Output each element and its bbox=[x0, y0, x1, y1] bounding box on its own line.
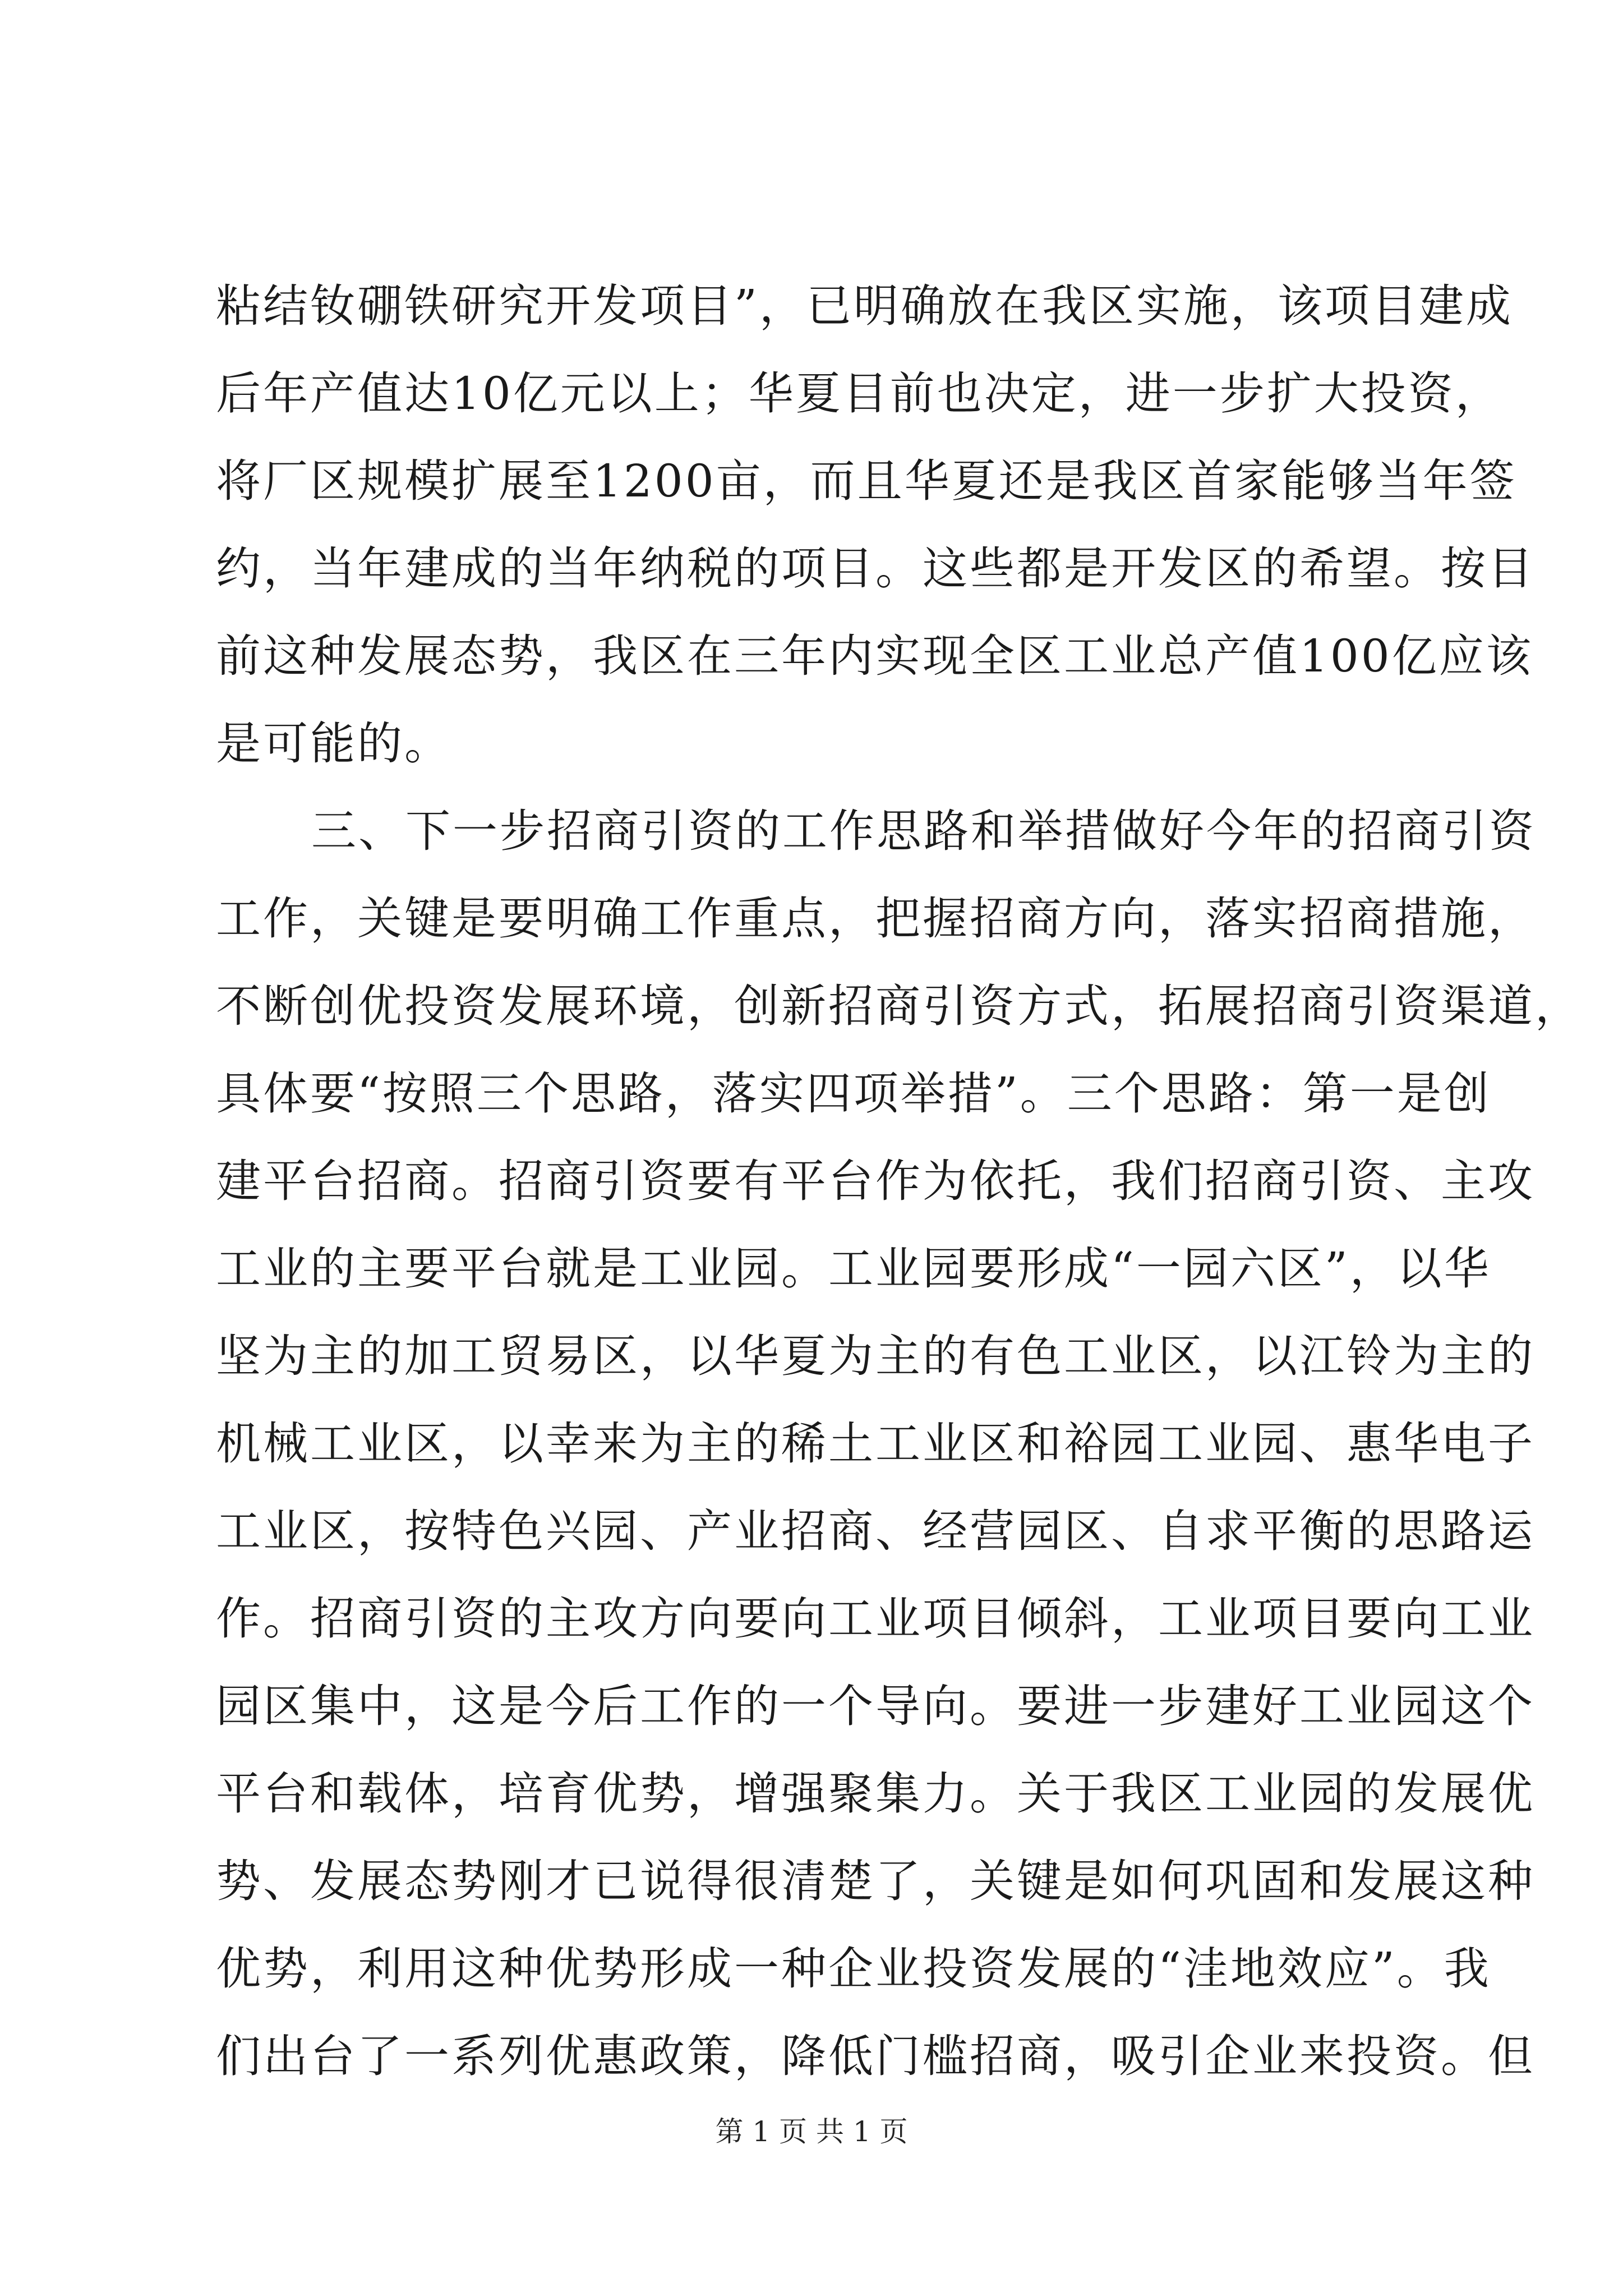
text-line: 具体要“按照三个思路，落实四项举措”。三个思路：第一是创 bbox=[216, 1068, 1491, 1120]
page-number-footer: 第 1 页 共 1 页 bbox=[715, 2115, 908, 2148]
text-line: 前这种发展态势，我区在三年内实现全区工业总产值100亿应该 bbox=[216, 630, 1533, 682]
text-line: 机械工业区，以幸来为主的稀土工业区和裕园工业园、惠华电子 bbox=[216, 1418, 1535, 1470]
text-line: 不断创优投资发展环境，创新招商引资方式，拓展招商引资渠道， bbox=[216, 980, 1582, 1032]
text-line: 园区集中，这是今后工作的一个导向。要进一步建好工业园这个 bbox=[216, 1680, 1535, 1732]
text-line: 粘结钕硼铁研究开发项目”，已明确放在我区实施，该项目建成 bbox=[216, 280, 1513, 332]
text-line: 工作，关键是要明确工作重点，把握招商方向，落实招商措施， bbox=[216, 892, 1535, 945]
text-line: 后年产值达10亿元以上；华夏目前也决定，进一步扩大投资， bbox=[216, 367, 1502, 420]
text-line: 将厂区规模扩展至1200亩，而且华夏还是我区首家能够当年签 bbox=[216, 455, 1517, 507]
text-line: 约，当年建成的当年纳税的项目。这些都是开发区的希望。按目 bbox=[216, 542, 1535, 595]
text-line: 工业的主要平台就是工业园。工业园要形成“一园六区”，以华 bbox=[216, 1243, 1491, 1295]
text-line: 作。招商引资的主攻方向要向工业项目倾斜，工业项目要向工业 bbox=[216, 1593, 1535, 1645]
text-line: 建平台招商。招商引资要有平台作为依托，我们招商引资、主攻 bbox=[216, 1155, 1535, 1207]
text-line: 工业区，按特色兴园、产业招商、经营园区、自求平衡的思路运 bbox=[216, 1505, 1535, 1557]
section-heading-line: 三、下一步招商引资的工作思路和举措做好今年的招商引资 bbox=[311, 805, 1536, 857]
text-line: 们出台了一系列优惠政策，降低门槛招商，吸引企业来投资。但 bbox=[216, 2030, 1535, 2082]
text-line: 优势，利用这种优势形成一种企业投资发展的“洼地效应”。我 bbox=[216, 1943, 1491, 1995]
body-text bbox=[216, 263, 1582, 2100]
text-line: 坚为主的加工贸易区，以华夏为主的有色工业区，以江铃为主的 bbox=[216, 1330, 1535, 1382]
text-line: 是可能的。 bbox=[216, 717, 451, 770]
text-line: 平台和载体，培育优势，增强聚集力。关于我区工业园的发展优 bbox=[216, 1768, 1535, 1820]
text-line: 势、发展态势刚才已说得很清楚了，关键是如何巩固和发展这种 bbox=[216, 1855, 1535, 1907]
